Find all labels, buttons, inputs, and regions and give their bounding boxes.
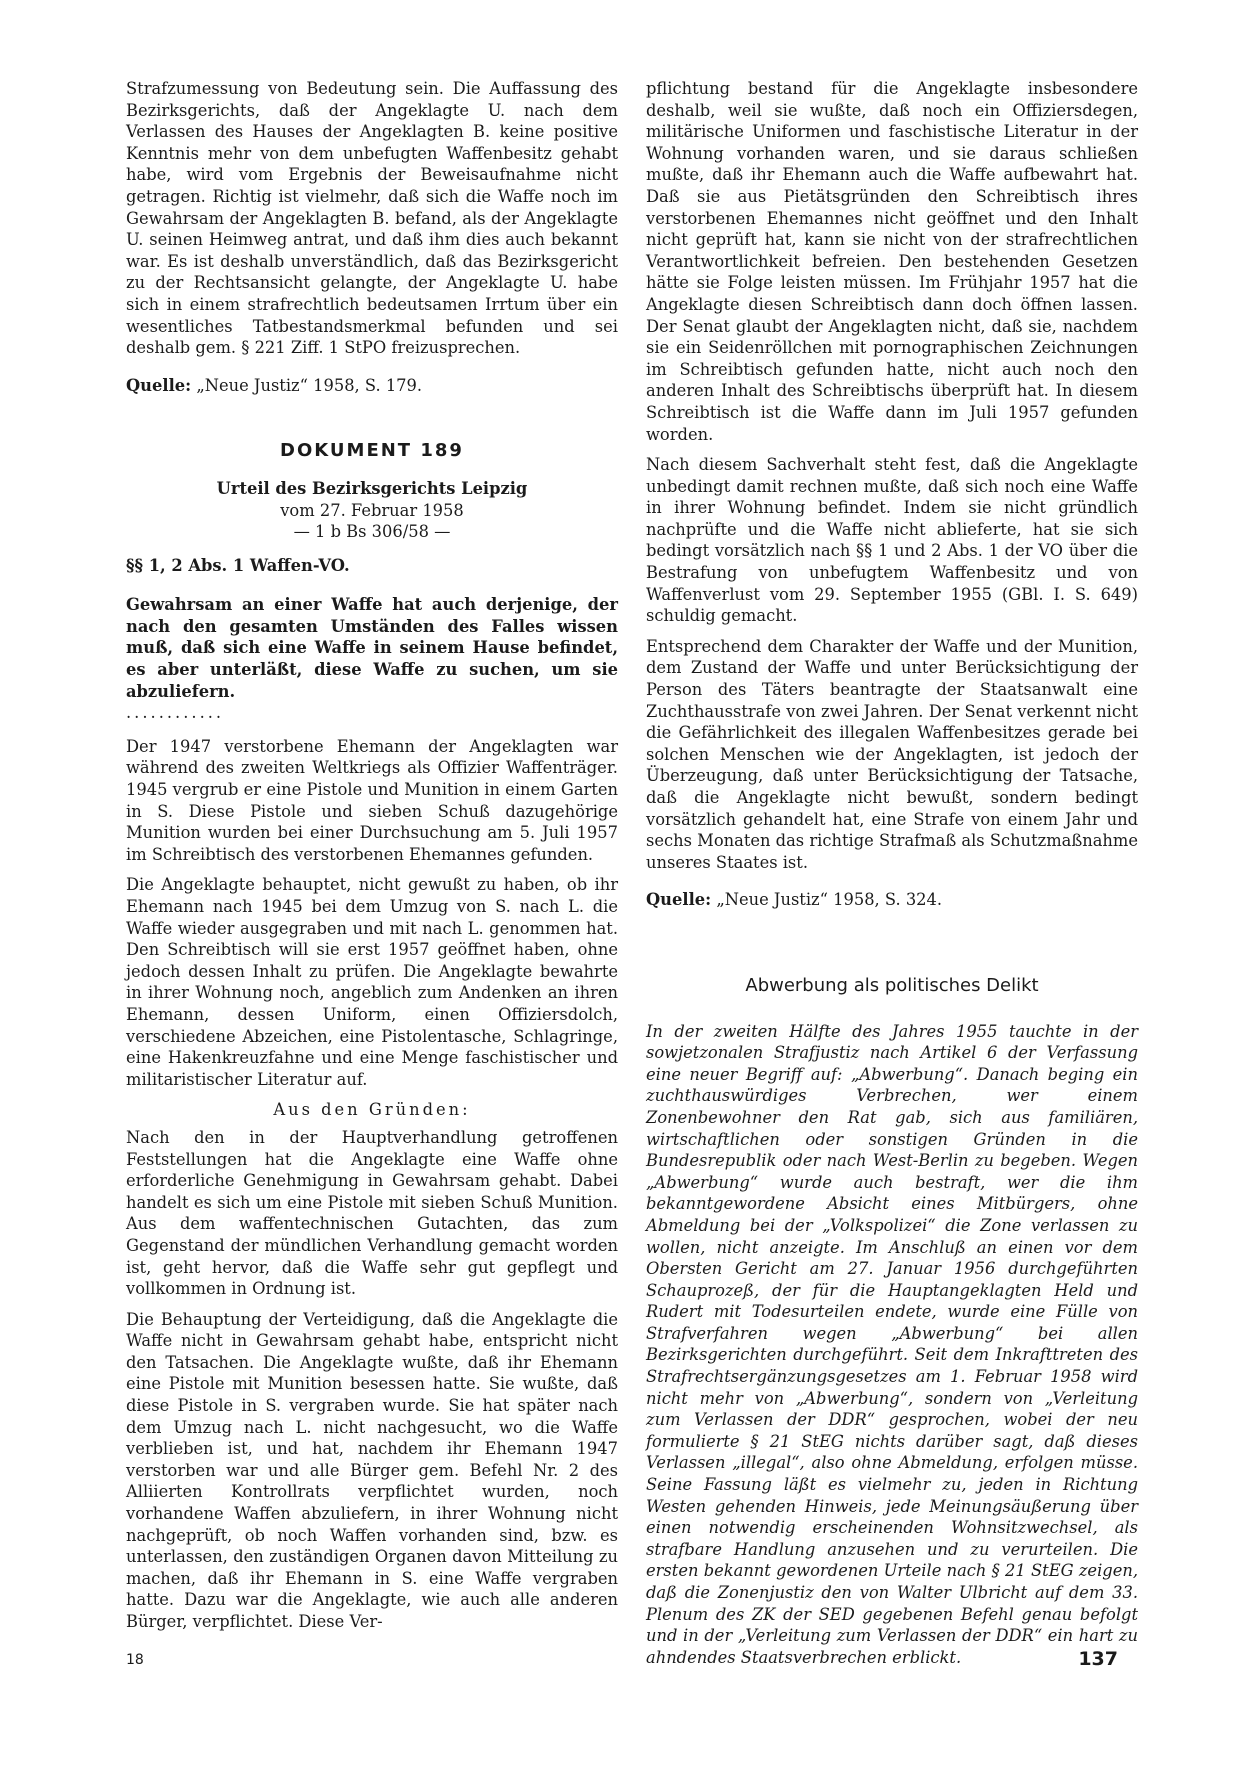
commentary-paragraph: In der zweiten Hälfte des Jahres 1955 tauchte in der sowjetzonalen Strafjustiz nach Artikel 6 der Verfassung eine neuer Begriff auf: „Abwerbung“. Danach beging ein zuchthauswürdiges Verbrechen, wer einem Zonenbewohner den Rat gab, sich aus familiären, wirtschaftlichen oder sonstigen Gründen in die Bundesrepublik oder nach West-Berlin zu begeben. Wegen „Abwerbung“ wurde auch bestraft, wer die ihm bekanntgewordene Absicht eines Mitbürgers, ohne Abmeldung bei der „Volkspolizei“ die Zone verlassen zu wollen, nicht anzeigte. Im Anschluß an einen vor dem Obersten Gericht am 27. Januar 1956 durchgeführten Schauprozeß, der für die Hauptangeklagten Held und Rudert mit Todesurteilen endete, wurde eine Fülle von Strafverfahren wegen „Abwerbung“ bei allen Bezirksgerichten durchgeführt. Seit dem Inkrafttreten des Strafrechtsergänzungsgesetzes am 1. Februar 1958 wird nicht mehr von „Abwerbung“, sondern von „Verleitung zum Verlassen der DDR“ gesprochen, wobei der neu formulierte § 21 StEG nichts darüber sagt, daß dieses Verlassen „illegal“, also ohne Abmeldung, erfolgen müsse. Seine Fassung läßt es vielmehr zu, jeden in Richtung Westen gehenden Hinweis, jede Meinungsäußerung über einen notwendig erscheinenden Wohnsitzwechsel, als strafbare Handlung anzusehen und zu verurteilen. Die ersten bekannt gewordenen Urteile nach § 21 StEG zeigen, daß die Zonenjustiz den von Walter Ulbricht auf dem 33. Plenum des ZK der SED gegebenen Befehl genau befolgt und in der „Verleitung zum Verlassen der DDR“ ein hart zu ahndendes Staatsverbrechen erblickt. [646, 1021, 1138, 1667]
source-label: Quelle: [646, 890, 712, 910]
body-paragraph: Der 1947 verstorbene Ehemann der Angeklagten war während des zweiten Weltkriegs als Offizier Waffenträger. 1945 vergrub er eine Pistole und Munition in einem Garten in S. Diese Pistole und sieben Schuß dazugehörige Munition wurden bei einer Durchsuchung am 5. Juli 1957 im Schreibtisch des verstorbenen Ehemannes gefunden. [126, 736, 618, 864]
signature-mark: 18 [126, 1652, 144, 1668]
document-title: DOKUMENT 189 [280, 440, 464, 462]
omission-dots: ............ [126, 703, 225, 723]
body-paragraph: Entsprechend dem Charakter der Waffe und der Munition, dem Zustand der Waffe und unter Berücksichtigung der Person des Täters beantragte der Staatsanwalt eine Zuchthausstrafe von zwei Jahren. Der Senat verkennt nicht die Gefährlichkeit des illegalen Waffenbesitzes gerade bei solchen Menschen wie der Angeklagten, ist jedoch der Überzeugung, daß unter Berücksichtigung der Tatsache, daß die Angeklagte nicht bewußt, sondern bedingt vorsätzlich gehandelt hat, eine Strafe von einem Jahr und sechs Monaten das richtige Strafmaß als Schutzmaßnahme unseres Staates ist. [646, 636, 1138, 872]
court-name: Urteil des Bezirksgerichts Leipzig [216, 478, 528, 498]
source-text: „Neue Justiz“ 1958, S. 179. [196, 375, 423, 395]
judgment-date: vom 27. Februar 1958 [280, 500, 464, 520]
body-paragraph: Nach diesem Sachverhalt steht fest, daß die Angeklagte unbedingt damit rechnen mußte, daß sich noch eine Waffe in ihrer Wohnung befindet. Indem sie nicht gründlich nachprüfte und die Waffe nicht ablieferte, hat sie sich bedingt vorsätzlich nach §§ 1 und 2 Abs. 1 der VO über die Bestrafung von unbefugtem Waffenbesitz und von Waffenverlust vom 29. September 1955 (GBl. I. S. 649) schuldig gemacht. [646, 455, 1138, 626]
page-number: 137 [1078, 1648, 1118, 1670]
source-citation [646, 889, 1138, 911]
source-label: Quelle: [126, 375, 192, 395]
source-citation [126, 375, 618, 397]
body-paragraph: Die Behauptung der Verteidigung, daß die Angeklagte die Waffe nicht in Gewahrsam gehabt habe, entspricht nicht den Tatsachen. Die Angeklagte wußte, daß ihr Ehemann eine Pistole mit Munition besessen hatte. Sie wußte, daß diese Pistole in S. vergraben wurde. Sie hat später nach dem Umzug nach L. nicht nachgesucht, wo die Waffe verblieben ist, und hat, nachdem ihr Ehemann 1947 verstorben war und alle Bürger gem. Befehl Nr. 2 des Alliierten Kontrollrats verpflichtet wurden, noch vorhandene Waffen abzuliefern, in ihrer Wohnung nicht nachgeprüft, ob noch Waffen vorhanden sind, bzw. es unterlassen, den zuständigen Organen davon Mitteilung zu machen, daß ihr Ehemann in S. eine Waffe vergraben hatte. Dazu war die Angeklagte, wie auch alle anderen Bürger, verpflichtet. Diese Ver- [126, 1309, 618, 1631]
body-paragraph: Nach den in der Hauptverhandlung getroffenen Feststellungen hat die Angeklagte eine Waffe ohne erforderliche Genehmigung in Gewahrsam gehabt. Dabei handelt es sich um eine Pistole mit sieben Schuß Munition. Aus dem waffentechnischen Gutachten, das zum Gegenstand der mündlichen Verhandlung gemacht worden ist, geht hervor, daß die Waffe sehr gut gepflegt und vollkommen in Ordnung ist. [126, 1127, 618, 1299]
body-paragraph: Die Angeklagte behauptet, nicht gewußt zu haben, ob ihr Ehemann nach 1945 bei dem Umzug von S. nach L. die Waffe wieder ausgegraben und mit nach L. genommen hat. Den Schreibtisch will sie erst 1957 geöffnet haben, ohne jedoch dessen Inhalt zu prüfen. Die Angeklagte bewahrte in ihrer Wohnung noch, angeblich zum Andenken an ihren Ehemann, dessen Uniform, einen Offiziersdolch, verschiedene Abzeichen, eine Pistolentasche, Schlagringe, eine Hakenkreuzfahne und eine Menge faschistischer und militaristischer Literatur auf. [126, 875, 618, 1089]
statute-reference: §§ 1, 2 Abs. 1 Waffen-VO. [126, 555, 350, 575]
headnote: Gewahrsam an einer Waffe hat auch derjenige, der nach den gesamten Umständen des Falles wissen muß, daß sich eine Waffe in seinem Hause befindet, es aber unterläßt, diese Waffe zu suchen, um sie abzuliefern. [126, 595, 618, 701]
left-column [126, 78, 618, 1642]
right-column [646, 78, 1138, 1677]
source-text: „Neue Justiz“ 1958, S. 324. [716, 890, 943, 910]
case-number: — 1 b Bs 306/58 — [293, 522, 451, 542]
section-title: Abwerbung als politisches Delikt [745, 974, 1039, 996]
body-paragraph: pflichtung bestand für die Angeklagte insbesondere deshalb, weil sie wußte, daß noch ein Offiziersdegen, militärische Uniformen und faschistische Literatur in der Wohnung vorhanden waren, und sie daraus schließen mußte, daß ihr Ehemann auch die Waffe aufbewahrt hat. Daß sie aus Pietätsgründen den Schreibtisch ihres verstorbenen Ehemannes nicht geöffnet und den Inhalt nicht geprüft hat, kann sie nicht von der strafrechtlichen Verantwortlichkeit befreien. Den bestehenden Gesetzen hätte sie Folge leisten müssen. Im Frühjahr 1957 hat die Angeklagte diesen Schreibtisch dann doch öffnen lassen. Der Senat glaubt der Angeklagten nicht, daß sie, nachdem sie ein Seidenröllchen mit pornographischen Zeichnungen im Schreibtisch gefunden hatte, nicht auch noch den anderen Inhalt des Schreibtischs überprüft hat. In diesem Schreibtisch ist die Waffe dann im Juli 1957 gefunden worden. [646, 79, 1138, 444]
reasons-heading: Aus den Gründen: [273, 1100, 471, 1120]
body-paragraph: Strafzumessung von Bedeutung sein. Die Auffassung des Bezirksgerichts, daß der Angeklagte U. nach dem Verlassen des Hauses der Angeklagten B. keine positive Kenntnis mehr von dem unbefugten Waffenbesitz gehabt habe, wird vom Ergebnis der Beweisaufnahme nicht getragen. Richtig ist vielmehr, daß sich die Waffe noch im Gewahrsam der Angeklagten B. befand, als der Angeklagte U. seinen Heimweg antrat, und daß ihm dies auch bekannt war. Es ist deshalb unverständlich, daß das Bezirksgericht zu der Rechtsansicht gelangte, der Angeklagte U. habe sich in einem strafrechtlich bedeutsamen Irrtum über ein wesentliches Tatbestandsmerkmal befunden und sei deshalb gem. § 221 Ziff. 1 StPO freizusprechen. [126, 79, 618, 358]
